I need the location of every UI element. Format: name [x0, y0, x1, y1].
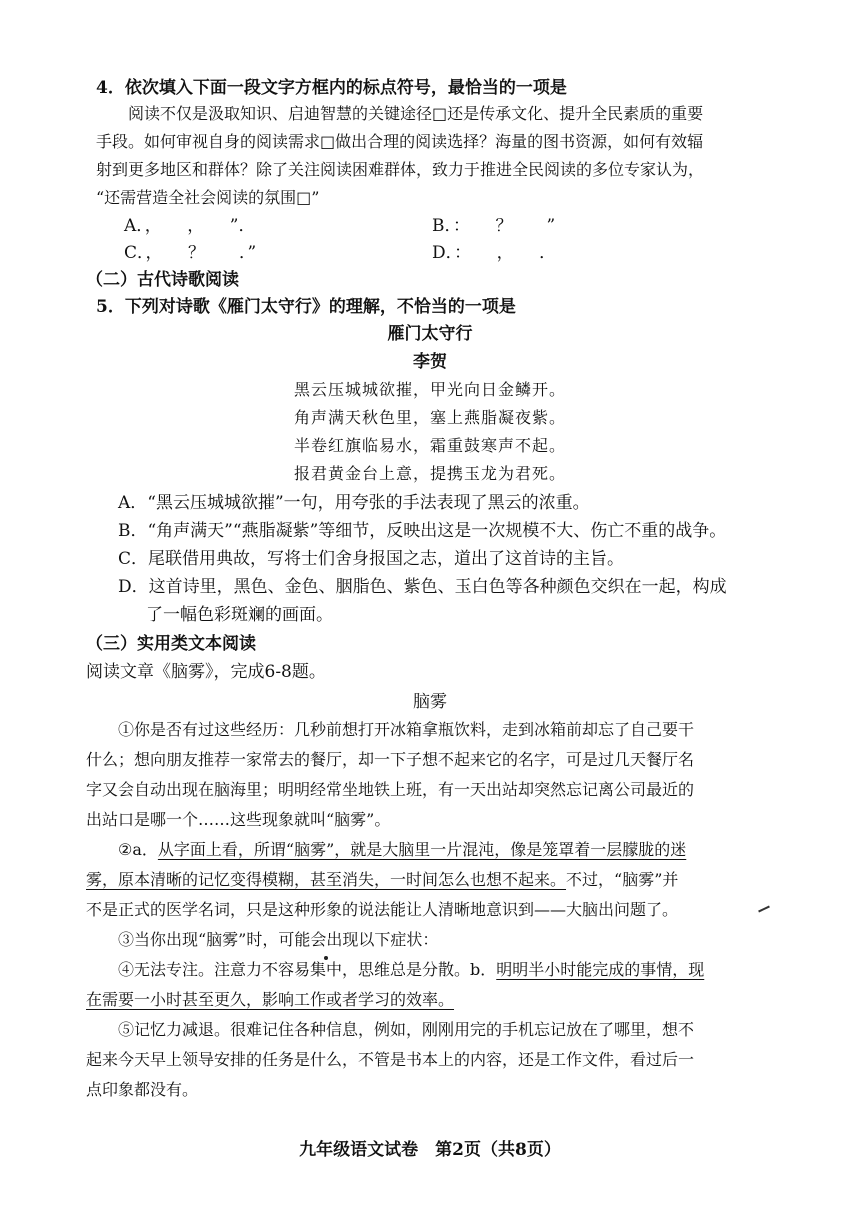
q5-option-b: B．“角声满天”“燕脂凝紫”等细节，反映出这是一次规模不大、伤亡不重的战争。 [118, 521, 727, 541]
poem-author: 李贺 [413, 352, 447, 372]
underlined-sentence-b-part-2: 在需要一小时甚至更久，影响工作或者学习的效率。 [86, 990, 455, 1009]
article-p3: ③当你出现“脑雾”时，可能会出现以下症状： [118, 930, 439, 949]
poem-line-1: 黑云压城城欲摧，甲光向日金鳞开。 [293, 380, 566, 399]
article-p1-line-4: 出站口是哪一个……这些现象就叫“脑雾”。 [86, 810, 391, 829]
section-3-heading: （三）实用类文本阅读 [86, 634, 256, 654]
underlined-sentence-b-part-1: 明明半小时能完成的事情，现 [496, 960, 705, 979]
q4-paragraph-line-2: 手段。如何审视自身的阅读需求□做出合理的阅读选择？海量的图书资源，如何有效辐 [96, 132, 704, 151]
underlined-sentence-a-part-2: 雾，原本清晰的记忆变得模糊，甚至消失，一时间怎么也想不起来。 [86, 870, 567, 889]
q4-option-c: C．， ？ ．” [124, 243, 257, 263]
article-p5-line-3: 点印象都没有。 [86, 1080, 199, 1099]
q4-option-a: A．， ， ”． [124, 216, 256, 236]
poem-line-4: 报君黄金台上意，提携玉龙为君死。 [293, 464, 566, 483]
underlined-sentence-a-part-1: 从字面上看，所谓“脑雾”，就是大脑里一片混沌，像是笼罩着一层朦胧的迷 [157, 840, 687, 859]
article-p1-line-2: 什么；想向朋友推荐一家常去的餐厅，却一下子想不起来它的名字，可是过几天餐厅名 [86, 750, 695, 769]
q4-title: 4．依次填入下面一段文字方框内的标点符号，最恰当的一项是 [96, 78, 567, 98]
article-title: 脑雾 [413, 692, 447, 712]
article-p2-line-2 [86, 868, 678, 892]
q4-paragraph-line-3: 射到更多地区和群体？除了关注阅读困难群体，致力于推进全民阅读的多位专家认为， [96, 160, 705, 179]
section-3-intro: 阅读文章《脑雾》，完成6-8题。 [86, 662, 326, 682]
article-p5-line-2: 起来今天早上领导安排的任务是什么，不管是书本上的内容，还是工作文件，看过后一 [86, 1050, 695, 1069]
article-p2-label: ②a． [118, 840, 158, 859]
article-p1-line-1: ①你是否有过这些经历：几秒前想打开冰箱拿瓶饮料，走到冰箱前却忘了自己要干 [118, 720, 695, 739]
article-p1-line-3: 字又会自动出现在脑海里；明明经常坐地铁上班，有一天出站却突然忘记离公司最近的 [86, 780, 695, 799]
article-p4-text: ④无法专注。注意力不容易集中，思维总是分散。b． [118, 960, 497, 979]
article-p2-continuation: 不过，“脑雾”并 [566, 870, 679, 889]
q4-paragraph-line-1: 阅读不仅是汲取知识、启迪智慧的关键途径□还是传承文化、提升全民素质的重要 [128, 104, 704, 123]
q4-option-d: D．： ， ． [432, 243, 557, 263]
article-p2-line-1 [118, 838, 686, 862]
q5-option-c: C．尾联借用典故，写将士们舍身报国之志，道出了这首诗的主旨。 [118, 549, 625, 569]
article-p4-line-2 [86, 988, 454, 1012]
q4-option-b: B．： ？ ” [432, 216, 556, 236]
q5-title: 5．下列对诗歌《雁门太守行》的理解，不恰当的一项是 [96, 297, 516, 317]
poem-line-3: 半卷红旗临易水，霜重鼓寒声不起。 [293, 436, 566, 455]
section-2-heading: （二）古代诗歌阅读 [86, 270, 239, 290]
q5-option-a: A．“黑云压城城欲摧”一句，用夸张的手法表现了黑云的浓重。 [118, 493, 590, 513]
pen-mark [758, 906, 770, 913]
article-p5-line-1: ⑤记忆力减退。很难记住各种信息，例如，刚刚用完的手机忘记放在了哪里，想不 [118, 1020, 695, 1039]
q5-option-d-line-1: D．这首诗里，黑色、金色、胭脂色、紫色、玉白色等各种颜色交织在一起，构成 [118, 577, 727, 597]
poem-title: 雁门太守行 [387, 324, 473, 344]
article-p2-line-3: 不是正式的医学名词，只是这种形象的说法能让人清晰地意识到——大脑出问题了。 [86, 900, 679, 919]
page-footer: 九年级语文试卷 第2页（共8页） [299, 1140, 561, 1160]
article-p4-line-1 [118, 958, 704, 982]
poem-line-2: 角声满天秋色里，塞上燕脂凝夜紫。 [293, 408, 566, 427]
q5-option-d-line-2: 了一幅色彩斑斓的画面。 [146, 605, 333, 625]
q4-paragraph-line-4: “还需营造全社会阅读的氛围□” [96, 188, 320, 207]
